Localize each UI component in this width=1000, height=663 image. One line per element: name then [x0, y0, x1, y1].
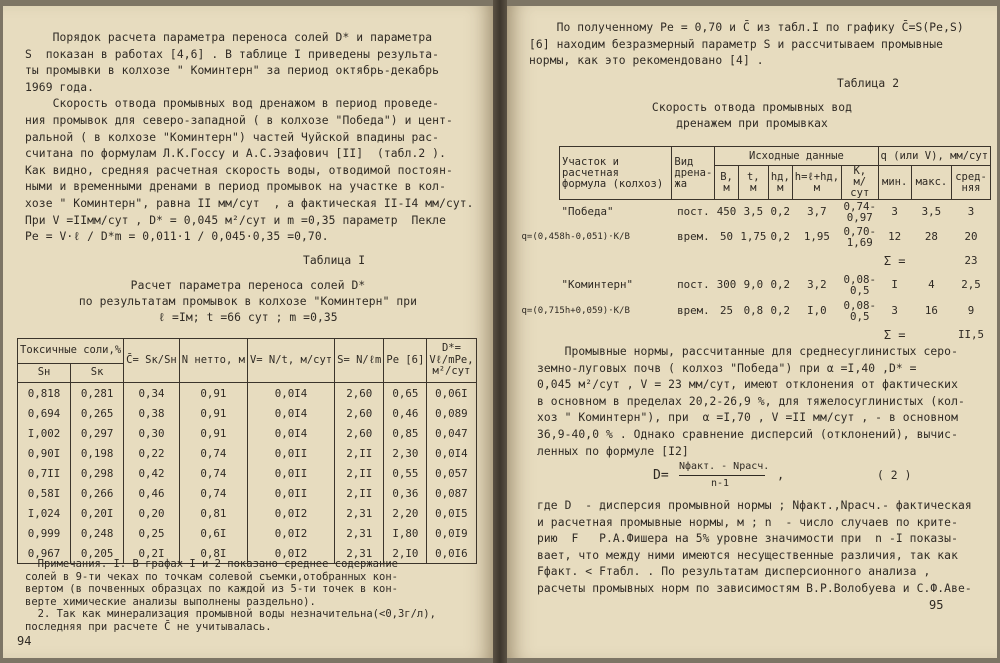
formula-comma: ,	[777, 468, 785, 482]
table-row	[560, 298, 991, 324]
cell-t: 9,0	[743, 278, 764, 291]
cell-max	[911, 250, 951, 272]
table-row	[560, 272, 991, 298]
cell-v: 0,0II	[247, 483, 334, 503]
right-tail-text	[537, 498, 987, 598]
cell-s-k: 0,205	[71, 543, 124, 564]
table-row	[18, 443, 477, 463]
table1-title-line1: Расчет параметра переноса солей D*	[130, 279, 366, 292]
cell-area: q=(0,458h-0,051)·K/B	[521, 231, 630, 242]
table-row-sum	[560, 250, 991, 272]
text-line: рию F Р.А.Фишера на 5% уровне значимости при n -I показы-	[537, 532, 958, 546]
cell-v: 0,0I4	[247, 383, 334, 404]
cell-v: 0,0I4	[247, 423, 334, 443]
cell-s-k: 0,266	[71, 483, 124, 503]
cell-n: 0,74	[179, 463, 247, 483]
left-intro-text	[25, 30, 475, 246]
th-area: Участок и расчетная формула (колхоз)	[560, 147, 672, 200]
cell-area	[560, 250, 672, 272]
cell-t	[738, 324, 768, 346]
cell-b: 50	[720, 230, 734, 243]
sum-label: Σ =	[883, 253, 906, 268]
cell-s: 2,II	[335, 483, 384, 503]
cell-area: q=(0,715h+0,059)·K/B	[521, 305, 630, 316]
cell-n: 0,91	[179, 423, 247, 443]
table-row	[18, 383, 477, 404]
text-line: Как видно, средняя расчетная скорость воды, отводимой постоян-	[25, 163, 453, 177]
cell-s: 2,60	[335, 383, 384, 404]
cell-c-bar: 0,42	[124, 463, 180, 483]
cell-d-star: 0,0I9	[427, 523, 476, 543]
th-b: B, м	[715, 166, 739, 200]
cell-hd: 0,2	[770, 278, 791, 291]
text-line: ными и временными дренами в период промывок на участке в кол-	[25, 180, 446, 194]
cell-hd: 0,2	[770, 304, 791, 317]
text-line: 36,9-40,0 % . Однако сравнение дисперсий (отклонений), вычис-	[537, 427, 958, 441]
cell-s-k: 0,265	[71, 403, 124, 423]
table-row	[18, 403, 477, 423]
text-line: Скорость отвода промывных вод дренажом в период проведе-	[25, 97, 440, 111]
cell-hd	[768, 250, 792, 272]
cell-h: 1,95	[803, 230, 830, 243]
text-line: вает, что между ними имеются несущественные различия, так как	[537, 548, 958, 562]
cell-b: 300	[716, 278, 737, 291]
table-row	[18, 463, 477, 483]
cell-s: 2,31	[335, 543, 384, 564]
th-salinity-group: Токсичные соли,%	[18, 339, 124, 364]
cell-b: 450	[716, 205, 737, 219]
cell-v: 0,0I2	[247, 523, 334, 543]
footnote-line: 2. Так как минерализация промывной воды незначительна(<0,3г/л),	[25, 608, 436, 621]
page-number: 95	[929, 598, 944, 612]
cell-max: 4	[928, 278, 935, 291]
cell-t	[738, 250, 768, 272]
cell-avg: II,5	[958, 328, 985, 341]
cell-n: 0,6I	[179, 523, 247, 543]
cell-h	[792, 250, 841, 272]
th-min: мин.	[878, 166, 911, 200]
table1-title-line3: ℓ =Iм; t =66 сут ; m =0,35	[158, 311, 338, 324]
cell-n: 0,74	[179, 443, 247, 463]
cell-b	[715, 250, 739, 272]
cell-d-star: 0,0I6	[427, 543, 476, 564]
cell-min: 3	[891, 205, 898, 219]
cell-s-h: 0,818	[18, 383, 71, 404]
th-max: макс.	[911, 166, 951, 200]
text-line: расчеты промывных норм по зависимостям В.Р.Волобуева и С.Ф.Аве-	[537, 581, 972, 595]
text-line: ральной ( в колхозе "Коминтерн") частей Чуйской впадины рас-	[25, 130, 440, 144]
cell-s-k: 0,281	[71, 383, 124, 404]
th-t: t, м	[738, 166, 768, 200]
cell-h	[792, 324, 841, 346]
formula-fraction-bar	[679, 475, 765, 476]
text-line: При V =IIмм/сут , D* = 0,045 м²/сут и m =0,35 параметр Пекле	[25, 213, 446, 227]
cell-c-bar: 0,25	[124, 523, 180, 543]
cell-k	[842, 250, 879, 272]
table-row	[18, 523, 477, 543]
cell-k-bottom: 0,5	[850, 309, 870, 323]
footnote-line: вертом (в почвенных образцах по каждой из 5-ти точек в кон-	[25, 583, 398, 596]
text-line: S показан в работах [4,6] . В таблице I приведены результа-	[25, 47, 440, 61]
cell-s-h: 0,967	[18, 543, 71, 564]
cell-d-star: 0,087	[427, 483, 476, 503]
text-line: хозе " Коминтерн", равна II мм/сут , а фактическая II-I4 мм/сут.	[25, 196, 474, 210]
text-line: и расчетная промывные нормы, м ; n - число случаев по крите-	[537, 515, 958, 529]
cell-area	[560, 324, 672, 346]
cell-s: 2,60	[335, 403, 384, 423]
cell-s: 2,31	[335, 523, 384, 543]
cell-k-top: 0,74-	[843, 199, 877, 213]
cell-n: 0,74	[179, 483, 247, 503]
text-line: где D - дисперсия промывной нормы ; Nфакт.,Nрасч.- фактическая	[537, 499, 972, 512]
cell-hd: 0,2	[770, 205, 791, 219]
cell-b: 25	[720, 304, 734, 317]
cell-n: 0,91	[179, 403, 247, 423]
text-line: ленных по формуле [I2]	[537, 444, 689, 458]
th-n-netto: N нетто, м	[179, 339, 247, 383]
table1-title-line2: по результатам промывок в колхозе "Коминтерн" при	[78, 295, 418, 308]
cell-avg: 2,5	[961, 278, 981, 291]
th-initial-data: Исходные данные	[715, 147, 878, 166]
cell-h: 3,7	[807, 205, 827, 219]
text-line: Fфакт. < Fтабл. . По результатам дисперсионного анализа ,	[537, 565, 931, 579]
cell-k-top: 0,08-	[843, 298, 877, 312]
cell-k-bottom: 0,5	[850, 283, 870, 297]
cell-s: 2,II	[335, 443, 384, 463]
cell-type	[672, 250, 715, 272]
cell-c-bar: 0,34	[124, 383, 180, 404]
th-s: S= N/ℓm	[335, 339, 384, 383]
cell-pe: 0,36	[384, 483, 427, 503]
cell-type: пост.	[677, 205, 710, 219]
footnote-line: солей в 9-ти чеках по точкам солевой съемки,отобранных кон-	[25, 570, 398, 583]
th-drain-type: Вид дрена-жа	[672, 147, 715, 200]
cell-k-bottom: 1,69	[846, 235, 873, 249]
cell-type	[672, 324, 715, 346]
cell-v: 0,0I2	[247, 503, 334, 523]
cell-s-k: 0,198	[71, 443, 124, 463]
formula-equation-number: ( 2 )	[877, 469, 912, 482]
text-line: 0,045 м²/сут , V = 23 мм/сут, имеют отклонения от фактических	[537, 378, 958, 392]
cell-d-star: 0,06I	[427, 383, 476, 404]
text-line: [6] находим безразмерный параметр S и рассчитываем промывные	[529, 37, 944, 51]
cell-k-bottom: 0,97	[846, 210, 873, 224]
cell-s: 2,II	[335, 463, 384, 483]
right-intro-text	[529, 20, 979, 70]
cell-pe: 2,30	[384, 443, 427, 463]
th-avg: сред-няя	[952, 166, 991, 200]
cell-s-h: 0,58I	[18, 483, 71, 503]
cell-s-h: 0,7II	[18, 463, 71, 483]
cell-k	[842, 224, 879, 250]
cell-s-h: 0,90I	[18, 443, 71, 463]
text-line: По полученному Pe = 0,70 и C̄ из табл.I по графику C̄=S(Pe,S)	[529, 21, 964, 34]
footnotes	[25, 558, 436, 634]
cell-avg: 23	[964, 254, 978, 267]
text-line: считана по формулам Л.К.Госсу и А.С.Эзафович [II] (табл.2 ).	[25, 147, 446, 161]
cell-h: I,0	[807, 304, 827, 317]
cell-s: 2,31	[335, 503, 384, 523]
peclet-formula: Pe = V·ℓ / D*m = 0,011·1 / 0,045·0,35 =0,70.	[25, 230, 329, 244]
cell-pe: 0,55	[384, 463, 427, 483]
formula-lhs: D=	[653, 468, 669, 483]
cell-k	[842, 324, 879, 346]
footnote-line: последняя при расчете C̄ не учитывалась.	[25, 620, 272, 633]
table-row	[18, 483, 477, 503]
cell-n: 0,8I	[179, 543, 247, 564]
cell-min: 12	[888, 230, 902, 243]
cell-s-h: I,002	[18, 423, 71, 443]
cell-d-star: 0,047	[427, 423, 476, 443]
cell-c-bar: 0,38	[124, 403, 180, 423]
footnote-line: верте химические анализы выполнены раздельно).	[25, 595, 316, 608]
book-gutter	[493, 0, 507, 663]
cell-k-top: 0,08-	[843, 272, 877, 286]
cell-t: 0,8	[743, 304, 764, 317]
text-line: ты промывки в колхозе " Коминтерн" за период октябрь-декабрь	[25, 64, 440, 78]
cell-s-k: 0,297	[71, 423, 124, 443]
cell-s-h: I,024	[18, 503, 71, 523]
cell-pe: 0,46	[384, 403, 427, 423]
right-page	[507, 6, 997, 658]
th-k: K, м/сут	[842, 166, 879, 200]
cell-k	[842, 200, 879, 224]
cell-k	[842, 298, 879, 324]
th-s-h: Sн	[18, 364, 71, 383]
table-row	[560, 200, 991, 224]
cell-avg: 20	[964, 230, 978, 243]
table2-title-line2: дренажем при промывках	[676, 117, 828, 130]
text-line: хоз " Коминтерн"), при α =I,70 , V =II мм/сут , - в основном	[537, 411, 958, 425]
cell-v: 0,0I2	[247, 543, 334, 564]
cell-b	[715, 324, 739, 346]
text-line: в основном в пределах 20,2-26,9 %, для тяжелосуглинистых (кол-	[537, 394, 965, 408]
cell-c-bar: 0,30	[124, 423, 180, 443]
cell-min: 3	[891, 304, 898, 317]
cell-d-star: 0,0I5	[427, 503, 476, 523]
table-row-sum	[560, 324, 991, 346]
cell-v: 0,0II	[247, 443, 334, 463]
cell-c-bar: 0,46	[124, 483, 180, 503]
cell-pe: 0,85	[384, 423, 427, 443]
cell-s: 2,60	[335, 423, 384, 443]
cell-type: врем.	[677, 230, 710, 243]
left-page	[3, 6, 493, 658]
formula-denominator: n-1	[711, 478, 730, 489]
cell-d-star: 0,057	[427, 463, 476, 483]
page-number: 94	[17, 634, 32, 648]
cell-n: 0,91	[179, 383, 247, 404]
text-line: земно-луговых почв ( колхоз "Победа") при α =I,40 ,D* =	[537, 361, 917, 375]
th-c-bar: C̄= Sк/Sн	[124, 339, 180, 383]
cell-hd	[768, 324, 792, 346]
table1-caption: Таблица I	[303, 254, 366, 267]
table2-caption: Таблица 2	[837, 77, 900, 90]
cell-type: врем.	[677, 304, 710, 317]
cell-pe: 2,I0	[384, 543, 427, 564]
cell-c-bar: 0,2I	[124, 543, 180, 564]
cell-s-h: 0,999	[18, 523, 71, 543]
cell-pe: 0,65	[384, 383, 427, 404]
cell-max	[911, 324, 951, 346]
cell-k-top: 0,70-	[843, 224, 877, 238]
cell-n: 0,81	[179, 503, 247, 523]
th-pe: Pe [6]	[384, 339, 427, 383]
cell-max: 16	[924, 304, 938, 317]
cell-v: 0,0II	[247, 463, 334, 483]
cell-v: 0,0I4	[247, 403, 334, 423]
cell-s-k: 0,248	[71, 523, 124, 543]
cell-c-bar: 0,20	[124, 503, 180, 523]
table-row	[18, 423, 477, 443]
text-line: Промывные нормы, рассчитанные для среднесуглинистых серо-	[537, 345, 958, 358]
table1	[17, 338, 477, 564]
th-s-k: Sк	[71, 364, 124, 383]
right-body-text	[537, 344, 987, 460]
text-line: ния промывок для северо-западной ( в колхозе "Победа") и цент-	[25, 113, 453, 127]
th-d-star: D*= Vℓ/mPe, м²/сут	[427, 339, 476, 383]
sum-label: Σ =	[883, 327, 906, 342]
cell-max: 3,5	[921, 205, 942, 219]
cell-t: 1,75	[740, 230, 767, 243]
cell-type: пост.	[677, 278, 710, 291]
cell-hd: 0,2	[770, 230, 791, 243]
table2	[521, 146, 991, 346]
table-row	[560, 224, 991, 250]
formula-numerator: Nфакт. - Nрасч.	[679, 461, 770, 472]
th-hd: hд, м	[768, 166, 792, 200]
cell-c-bar: 0,22	[124, 443, 180, 463]
cell-s-k: 0,20I	[71, 503, 124, 523]
cell-s-k: 0,298	[71, 463, 124, 483]
cell-t: 3,5	[743, 205, 764, 219]
footnote-line: Примечания. I. В графах I и 2 показано среднее содержание	[25, 558, 398, 570]
cell-area: "Победа"	[561, 205, 614, 219]
cell-h: 3,2	[807, 278, 827, 291]
text-line: Порядок расчета параметра переноса солей D* и параметра	[25, 31, 433, 44]
cell-pe: 2,20	[384, 503, 427, 523]
table2-title-line1: Скорость отвода промывных вод	[651, 101, 853, 114]
cell-area: "Коминтерн"	[561, 278, 634, 291]
cell-avg: 3	[967, 205, 975, 219]
th-v: V= N/t, м/сут	[247, 339, 334, 383]
cell-s-h: 0,694	[18, 403, 71, 423]
table-row	[18, 503, 477, 523]
text-line: нормы, как это рекомендовано [4] .	[529, 54, 764, 68]
th-h: h=ℓ+hд, м	[792, 166, 841, 200]
th-q-group: q (или V), мм/сут	[878, 147, 990, 166]
cell-d-star: 0,089	[427, 403, 476, 423]
text-line: 1969 года.	[25, 80, 95, 94]
cell-k	[842, 272, 879, 298]
cell-avg: 9	[967, 304, 975, 317]
cell-min: I	[891, 278, 898, 291]
cell-max: 28	[924, 230, 938, 243]
cell-d-star: 0,0I4	[427, 443, 476, 463]
cell-pe: I,80	[384, 523, 427, 543]
